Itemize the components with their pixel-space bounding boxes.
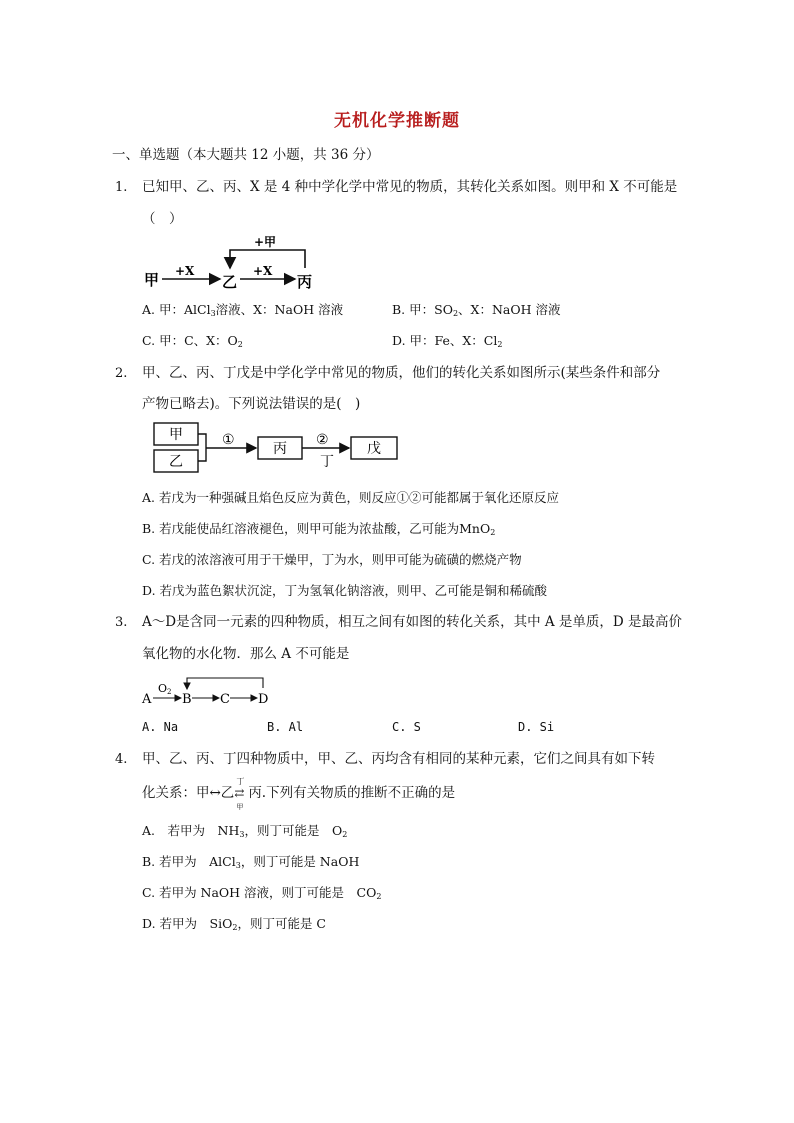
q2-step-2: ②: [316, 432, 329, 448]
q1-option-a-rest: 溶液、X：NaOH 溶液: [215, 302, 344, 317]
q1-option-d-sub: 2: [497, 340, 503, 349]
q3-node-b: B: [182, 692, 192, 707]
q2-option-a[interactable]: A. 若戊为一种强碱且焰色反应为黄色，则反应①②可能都属于氧化还原反应: [142, 490, 559, 505]
q1-option-c-sub: 2: [237, 340, 243, 349]
q4-option-a-mid: ，则丁可能是 O: [244, 823, 343, 838]
q4-option-d-pre: D. 若甲为 SiO: [142, 916, 233, 931]
q1-option-d[interactable]: [392, 332, 502, 354]
q1-option-d-label: D. 甲：Fe、X：Cl: [392, 333, 498, 348]
q3-label-o2: O2: [158, 682, 172, 696]
q4-option-a[interactable]: [142, 822, 347, 844]
q4-reversible-arrow: [234, 777, 248, 811]
page-title: 无机化学推断题: [334, 111, 460, 131]
q1-number: 1.: [115, 180, 128, 195]
section-heading: 一、单选题（本大题共 12 小题，共 36 分）: [112, 147, 380, 163]
q4-option-b-pre: B. 若甲为 AlCl: [142, 854, 236, 869]
q4-arrow-top-label: 丁: [236, 777, 245, 786]
q4-stem-pre: 化关系：甲↔乙: [142, 785, 235, 801]
q3-return-arrow: [187, 678, 263, 689]
q3-node-a: A: [142, 692, 152, 707]
q4-option-b-sub: 3: [235, 861, 241, 870]
q3-node-d: D: [258, 692, 269, 707]
q3-option-b[interactable]: B. Al: [267, 720, 304, 734]
q4-option-c-sub: 2: [376, 892, 382, 901]
q4-arrow-glyph: ⇄: [234, 786, 245, 800]
q3-option-c[interactable]: C. S: [392, 720, 421, 734]
q4-stem-line2: [142, 777, 456, 811]
q4-stem-post: 丙.下列有关物质的推断不正确的是: [248, 785, 456, 801]
q1-option-a-sub: 3: [210, 309, 216, 318]
q4-option-a-pre: A. 若甲为 NH: [142, 823, 240, 838]
q3-option-d[interactable]: D. Si: [518, 720, 555, 734]
q4-arrow-bottom-label: 甲: [236, 803, 244, 811]
q3-number: 3.: [115, 615, 128, 630]
q2-option-b-label: B. 若戊能使品红溶液褪色，则甲可能为浓盐酸，乙可能为MnO: [142, 521, 491, 536]
q3-stem-line2: 氧化物的水化物．那么 A 不可能是: [142, 646, 350, 662]
q4-option-b[interactable]: [142, 853, 359, 875]
q3-stem-line1: A～D是含同一元素的四种物质，相互之间有如图的转化关系，其中 A 是单质，D 是最高价: [142, 614, 683, 630]
q1-node-yi: 乙: [222, 273, 238, 291]
q2-label-ding: 丁: [320, 454, 334, 470]
q2-node-yi: 乙: [169, 454, 183, 470]
q2-node-jia: 甲: [169, 427, 183, 443]
q1-option-c-label: C. 甲：C、X：O: [142, 333, 238, 348]
q2-option-b[interactable]: [142, 520, 495, 542]
q4-option-b-post: ，则丁可能是 NaOH: [240, 854, 360, 869]
q4-option-a-sub2: 2: [342, 830, 348, 839]
q1-stem-line2: （ ）: [142, 211, 183, 227]
q2-bracket: [198, 434, 206, 461]
q1-option-b-sub: 2: [452, 309, 459, 318]
q2-step-1: ①: [222, 432, 235, 448]
q1-option-b[interactable]: [392, 301, 560, 323]
q4-option-c-pre: C. 若甲为 NaOH 溶液，则丁可能是 CO: [142, 885, 377, 900]
q1-node-bing: 丙: [297, 273, 313, 291]
q1-stem-line1: 已知甲、乙、丙、X 是 4 种中学化学中常见的物质，其转化关系如图。则甲和 X 不可能是: [142, 179, 678, 195]
q1-option-c[interactable]: [142, 332, 243, 354]
q4-option-d-post: ，则丁可能是 C: [237, 916, 326, 931]
q1-option-b-rest: 、X：NaOH 溶液: [458, 302, 561, 317]
q4-option-c[interactable]: [142, 884, 381, 906]
q4-option-d-sub: 2: [232, 923, 238, 932]
q2-option-d[interactable]: D. 若戊为蓝色絮状沉淀，丁为氢氧化钠溶液，则甲、乙可能是铜和稀硫酸: [142, 583, 548, 598]
q1-option-b-label: B. 甲：SO: [392, 302, 453, 317]
q2-number: 2.: [115, 366, 128, 381]
q2-stem-line1: 甲、乙、丙、丁戊是中学化学中常见的物质，他们的转化关系如图所示(某些条件和部分: [142, 365, 661, 381]
q4-option-d[interactable]: [142, 915, 326, 937]
q1-node-jia: 甲: [144, 271, 160, 289]
q3-node-c: C: [220, 692, 230, 707]
q1-label-plus-x1: +X: [175, 264, 195, 278]
q4-option-a-sub: 3: [239, 830, 245, 839]
q2-node-bing: 丙: [273, 441, 287, 457]
q2-diagram: [150, 420, 410, 476]
q1-label-plus-jia: +甲: [254, 235, 277, 249]
q1-label-plus-x2: +X: [253, 264, 273, 278]
q2-node-wu: 戊: [367, 441, 381, 457]
q1-option-a[interactable]: [142, 301, 343, 323]
q1-option-a-label: A. 甲：AlCl: [142, 302, 211, 317]
q3-option-a[interactable]: A. Na: [142, 720, 179, 734]
q1-diagram: [140, 232, 330, 292]
q2-stem-line2: 产物已略去)。下列说法错误的是( ): [142, 396, 361, 412]
q4-stem-line1: 甲、乙、丙、丁四种物质中，甲、乙、丙均含有相同的某种元素，它们之间具有如下转: [142, 751, 655, 767]
q2-option-c[interactable]: C. 若戊的浓溶液可用于干燥甲，丁为水，则甲可能为硫磺的燃烧产物: [142, 552, 522, 567]
q3-diagram: [140, 674, 280, 708]
q4-number: 4.: [115, 752, 128, 767]
q2-option-b-sub: 2: [490, 528, 496, 537]
